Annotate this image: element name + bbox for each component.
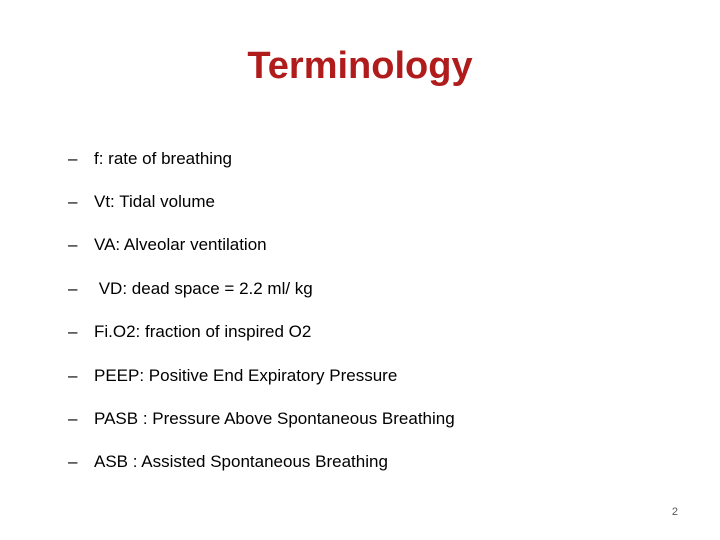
list-item [68,450,388,474]
bullet-dash: – [68,409,78,428]
list-item [68,364,397,388]
bullet-dash: – [68,366,78,385]
list-item-text: Fi.O2: fraction of inspired O2 [94,322,312,341]
list-item-text: PEEP: Positive End Expiratory Pressure [94,366,398,385]
list-item [68,320,311,344]
bullet-dash: – [68,149,78,168]
terminology-list [68,0,698,540]
list-item-text: ASB : Assisted Spontaneous Breathing [94,452,388,471]
list-item-text: VD: dead space = 2.2 ml/ kg [94,279,313,298]
bullet-dash: – [68,192,78,211]
slide-title: Terminology [247,45,473,87]
list-item [68,277,313,301]
list-item-text: f: rate of breathing [94,149,232,168]
list-item-text: PASB : Pressure Above Spontaneous Breathing [94,409,455,428]
bullet-dash: – [68,452,78,471]
bullet-dash: – [68,322,78,341]
page-number: 2 [671,506,678,518]
list-item [68,190,215,214]
bullet-dash: – [68,235,78,254]
list-item [68,147,232,171]
list-item [68,407,455,431]
bullet-dash: – [68,279,78,298]
list-item-text: VA: Alveolar ventilation [94,235,267,254]
list-item-text: Vt: Tidal volume [94,192,215,211]
list-item [68,233,267,257]
